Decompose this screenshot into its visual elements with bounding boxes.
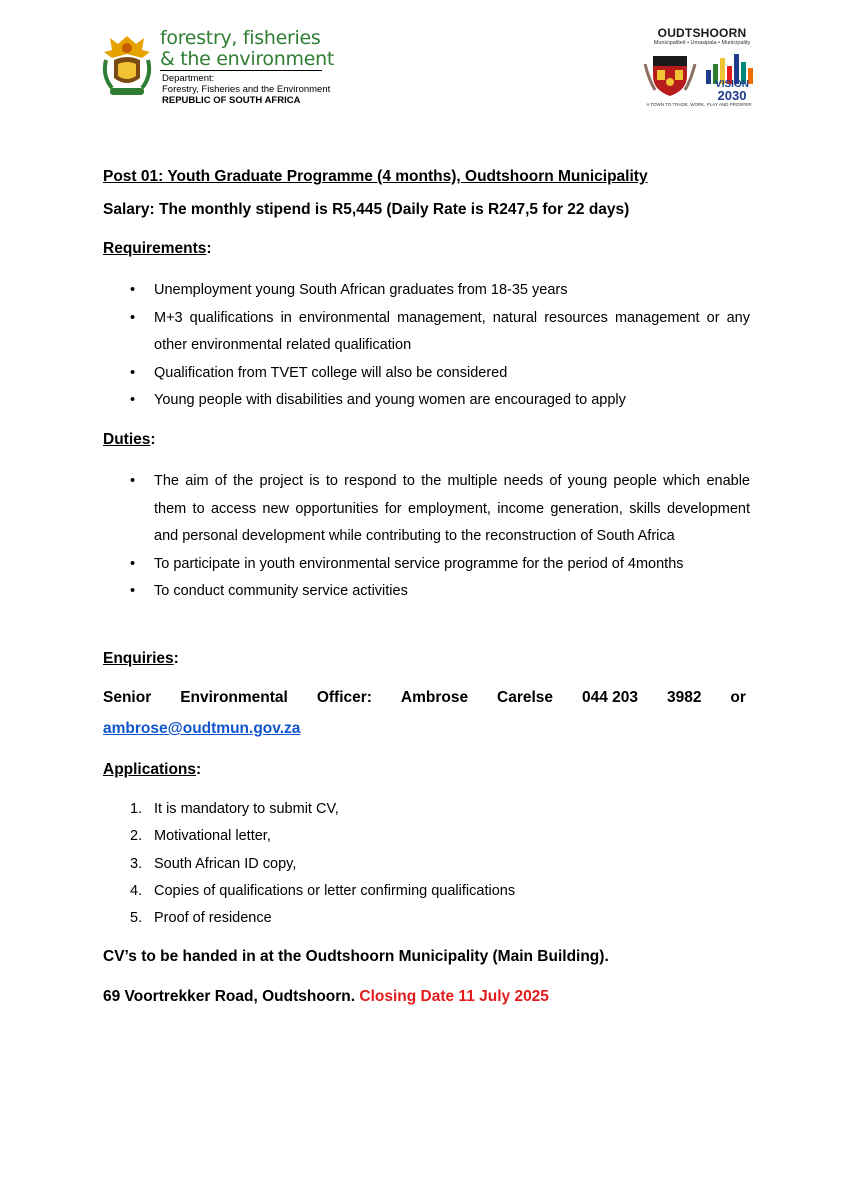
oudtshoorn-crest-logo (643, 50, 697, 98)
applications-list (130, 796, 750, 932)
requirements-list (130, 277, 750, 415)
dffe-title-line2: & the environment (160, 48, 334, 70)
oudtshoorn-name: OUDTSHOORN (657, 26, 747, 40)
duties-heading-text: Duties (103, 431, 151, 448)
bullet-icon: • (130, 282, 136, 298)
bullet-icon: • (130, 555, 136, 572)
requirements-heading (103, 240, 212, 258)
list-item: • The aim of the project is to respond to the multiple needs of young people which enable them to access new opportunities for employment, income generation, skills development and personal development while contributing to the reconstruction of South Africa (130, 468, 750, 551)
enquiries-heading-text: Enquiries (103, 650, 174, 667)
south-africa-coat-of-arms-logo (98, 30, 156, 100)
bullet-icon: • (130, 583, 136, 599)
bullet-icon: • (130, 392, 136, 408)
applications-heading-text: Applications (103, 761, 197, 778)
enquiries-colon: : (173, 650, 179, 667)
bullet-icon: • (130, 473, 136, 489)
post-title: Post 01: Youth Graduate Programme (4 months), Oudtshoorn Municipality (103, 168, 648, 185)
list-item: • Young people with disabilities and young women are encouraged to apply (130, 387, 750, 415)
address-text: 69 Voortrekker Road, Oudtshoorn. (103, 988, 356, 1005)
closing-date: Closing Date 11 July 2025 (359, 988, 549, 1005)
enquiries-contact-line: Senior Environmental Officer: Ambrose Carelse 044 203 3982 or (103, 689, 746, 706)
applications-colon: : (196, 761, 202, 778)
applications-heading (103, 761, 201, 779)
dffe-dept-label: Department: (162, 73, 215, 84)
dffe-country: REPUBLIC OF SOUTH AFRICA (162, 95, 301, 106)
cv-submission-note: CV’s to be handed in at the Oudtshoorn Municipality (Main Building). (103, 948, 609, 965)
duties-colon: : (150, 431, 156, 448)
list-item: 4. Copies of qualifications or letter confirming qualifications (130, 882, 516, 899)
dffe-dept-name: Forestry, Fisheries and the Environment (162, 84, 331, 95)
list-item: • M+3 qualifications in environmental management, natural resources management or any other environmental related qualification (130, 305, 750, 360)
enquiries-heading (103, 650, 179, 668)
enquiries-email-link[interactable]: ambrose@oudtmun.gov.za (103, 720, 301, 737)
oudtshoorn-subtitle: Municipaliteit • Umasipala • Municipality (653, 40, 751, 46)
bullet-icon: • (130, 364, 136, 381)
dffe-divider (160, 70, 322, 71)
oudtshoorn-tagline: A TOWN TO TRADE, WORK, PLAY AND PROSPER (646, 102, 752, 107)
list-item: • To participate in youth environmental service programme for the period of 4months (130, 551, 750, 579)
duties-heading (103, 431, 156, 449)
list-item: • Qualification from TVET college will also be considered (130, 360, 750, 388)
requirements-colon: : (206, 240, 212, 257)
duties-list (130, 468, 750, 606)
requirements-heading-text: Requirements (103, 240, 207, 257)
address-line (103, 988, 549, 1006)
bullet-icon: • (130, 309, 136, 326)
list-item: • Unemployment young South African graduates from 18-35 years (130, 277, 750, 305)
list-item: • To conduct community service activities (130, 578, 750, 606)
list-item: 1. It is mandatory to submit CV, (130, 801, 339, 817)
list-item: 3. South African ID copy, (130, 855, 297, 872)
dffe-title-line1: forestry, fisheries (160, 27, 321, 49)
list-item: 5. Proof of residence (130, 910, 272, 927)
dffe-title (160, 28, 334, 70)
vision-label: VISION (715, 79, 749, 90)
salary-line: Salary: The monthly stipend is R5,445 (Daily Rate is R247,5 for 22 days) (103, 201, 630, 218)
dffe-department-block (162, 73, 330, 106)
list-item: 2. Motivational letter, (130, 828, 271, 845)
vision-year: 2030 (717, 88, 747, 103)
